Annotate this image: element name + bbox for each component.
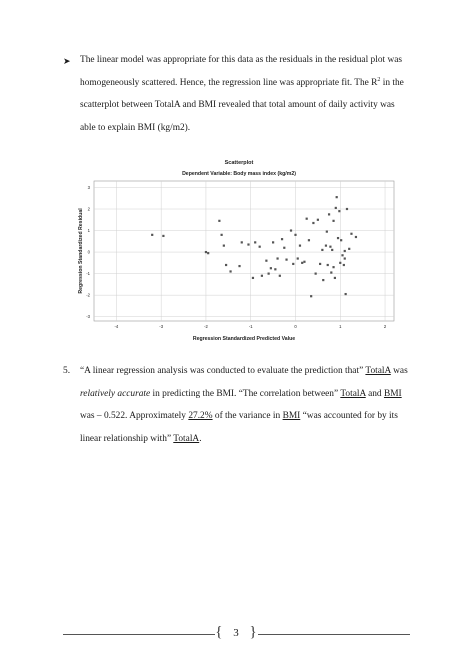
left-brace-icon: { — [215, 624, 223, 640]
scatter-point — [330, 271, 332, 273]
scatter-point — [270, 267, 272, 269]
x-axis-label: Regression Standardized Predicted Value — [192, 336, 296, 342]
scatter-point — [207, 252, 209, 254]
scatter-point — [261, 275, 263, 277]
scatter-point — [325, 245, 327, 247]
scatter-point — [326, 231, 328, 233]
bullet-line-4: able to explain BMI (kg/m2). — [80, 122, 191, 133]
scatter-point — [346, 208, 348, 210]
scatter-point — [162, 235, 164, 237]
scatter-point — [306, 218, 308, 220]
scatter-point — [279, 275, 281, 277]
scatter-point — [322, 279, 324, 281]
scatter-point — [315, 273, 317, 275]
scatter-point — [303, 261, 305, 263]
x-tick-label: 2 — [383, 324, 387, 329]
scatter-point — [348, 248, 350, 250]
chart-subtitle: Dependent Variable: Body mass index (kg/m2) — [182, 171, 296, 177]
x-tick-label: 1 — [339, 324, 342, 329]
scatter-point — [254, 241, 256, 243]
x-tick-label: -3 — [159, 324, 164, 329]
scatter-point — [229, 270, 231, 272]
scatter-point — [151, 234, 153, 236]
bullet-line-2: homogeneously scattered. Hence, the regression line was appropriate fit. The $R^2$ in the — [80, 76, 404, 88]
y-tick-label: 2 — [87, 206, 90, 212]
scatter-point — [338, 210, 340, 212]
scatter-point — [317, 219, 319, 221]
scatter-point — [334, 277, 336, 279]
y-tick-label: 1 — [87, 228, 90, 234]
scatter-point — [308, 239, 310, 241]
scatter-point — [294, 234, 296, 236]
x-tick-label: -2 — [204, 324, 208, 329]
x-tick-label: -1 — [248, 324, 253, 329]
scatter-point — [265, 260, 267, 262]
scatter-point — [328, 213, 330, 215]
scatter-point — [223, 245, 225, 247]
scatter-point — [259, 246, 261, 248]
para5-line-4: linear relationship with” TotalA. — [80, 433, 202, 444]
page-number — [214, 624, 258, 641]
scatter-point — [327, 264, 329, 266]
scatter-point — [321, 249, 323, 251]
plot-area — [94, 181, 394, 321]
scatter-point — [344, 250, 346, 252]
scatter-point — [344, 257, 346, 259]
scatter-point — [339, 262, 341, 264]
footer-rule-left — [63, 634, 215, 635]
scatter-point — [276, 257, 278, 259]
page-number-value: 3 — [233, 627, 239, 639]
superscript: 2 — [377, 76, 381, 83]
scatter-point — [247, 243, 249, 245]
scatter-point — [221, 234, 223, 236]
scatter-point — [252, 277, 254, 279]
scatter-point — [336, 196, 338, 198]
scatter-point — [297, 257, 299, 259]
scatter-point — [331, 249, 333, 251]
scatter-point — [268, 273, 270, 275]
y-tick-label: 0 — [87, 249, 90, 255]
scatter-point — [350, 233, 352, 235]
scatter-point — [341, 254, 343, 256]
chart-title: Scatterplot — [224, 160, 254, 166]
arrow-bullet-icon: ➤ — [63, 56, 71, 66]
scatter-point — [238, 265, 240, 267]
bullet-line-1: The linear model was appropriate for this data as the residuals in the residual plot was — [80, 55, 403, 65]
scatter-point — [301, 262, 303, 264]
scatter-point — [274, 268, 276, 270]
scatter-point — [319, 263, 321, 265]
scatterplot-figure — [74, 154, 404, 354]
y-tick-label: 3 — [87, 184, 90, 190]
scatter-point — [332, 220, 334, 222]
scatter-point — [310, 295, 312, 297]
y-tick-label: -2 — [86, 292, 90, 298]
y-tick-label: -3 — [86, 314, 90, 320]
scatter-point — [340, 239, 342, 241]
scatter-point — [292, 263, 294, 265]
scatter-point — [332, 266, 334, 268]
list-number: 5. — [63, 366, 71, 376]
para5-line-1: “A linear regression analysis was conducted to evaluate the prediction that” TotalA was — [80, 366, 408, 376]
scatter-point — [299, 245, 301, 247]
scatter-point — [225, 264, 227, 266]
scatter-point — [241, 241, 243, 243]
scatter-point — [312, 222, 314, 224]
scatter-point — [283, 247, 285, 249]
scatter-point — [337, 237, 339, 239]
scatter-point — [218, 220, 220, 222]
scatter-point — [272, 241, 274, 243]
bullet-line-3: scatterplot between TotalA and BMI revealed that total amount of daily activity was — [80, 100, 395, 111]
scatter-point — [290, 229, 292, 231]
scatterplot-svg — [74, 154, 404, 354]
x-tick-label: -4 — [114, 324, 119, 329]
para5-line-2: relatively accurate in predicting the BMI. “The correlation between” TotalA and BMI — [80, 388, 402, 399]
right-brace-icon: } — [249, 624, 257, 640]
y-axis-label: Regression Standardized Residual — [78, 208, 84, 294]
scatter-point — [335, 207, 337, 209]
scatter-point — [285, 259, 287, 261]
scatter-point — [205, 251, 207, 253]
scatter-point — [329, 246, 331, 248]
para5-line-3: was – 0.522. Approximately 27.2% of the variance in BMI “was accounted for by its — [80, 411, 398, 422]
scatter-point — [345, 293, 347, 295]
x-tick-label: 0 — [294, 324, 297, 329]
scatter-point — [355, 236, 357, 238]
scatter-point — [281, 238, 283, 240]
y-tick-label: -1 — [86, 271, 90, 277]
footer-rule-right — [258, 634, 410, 635]
scatter-point — [343, 264, 345, 266]
